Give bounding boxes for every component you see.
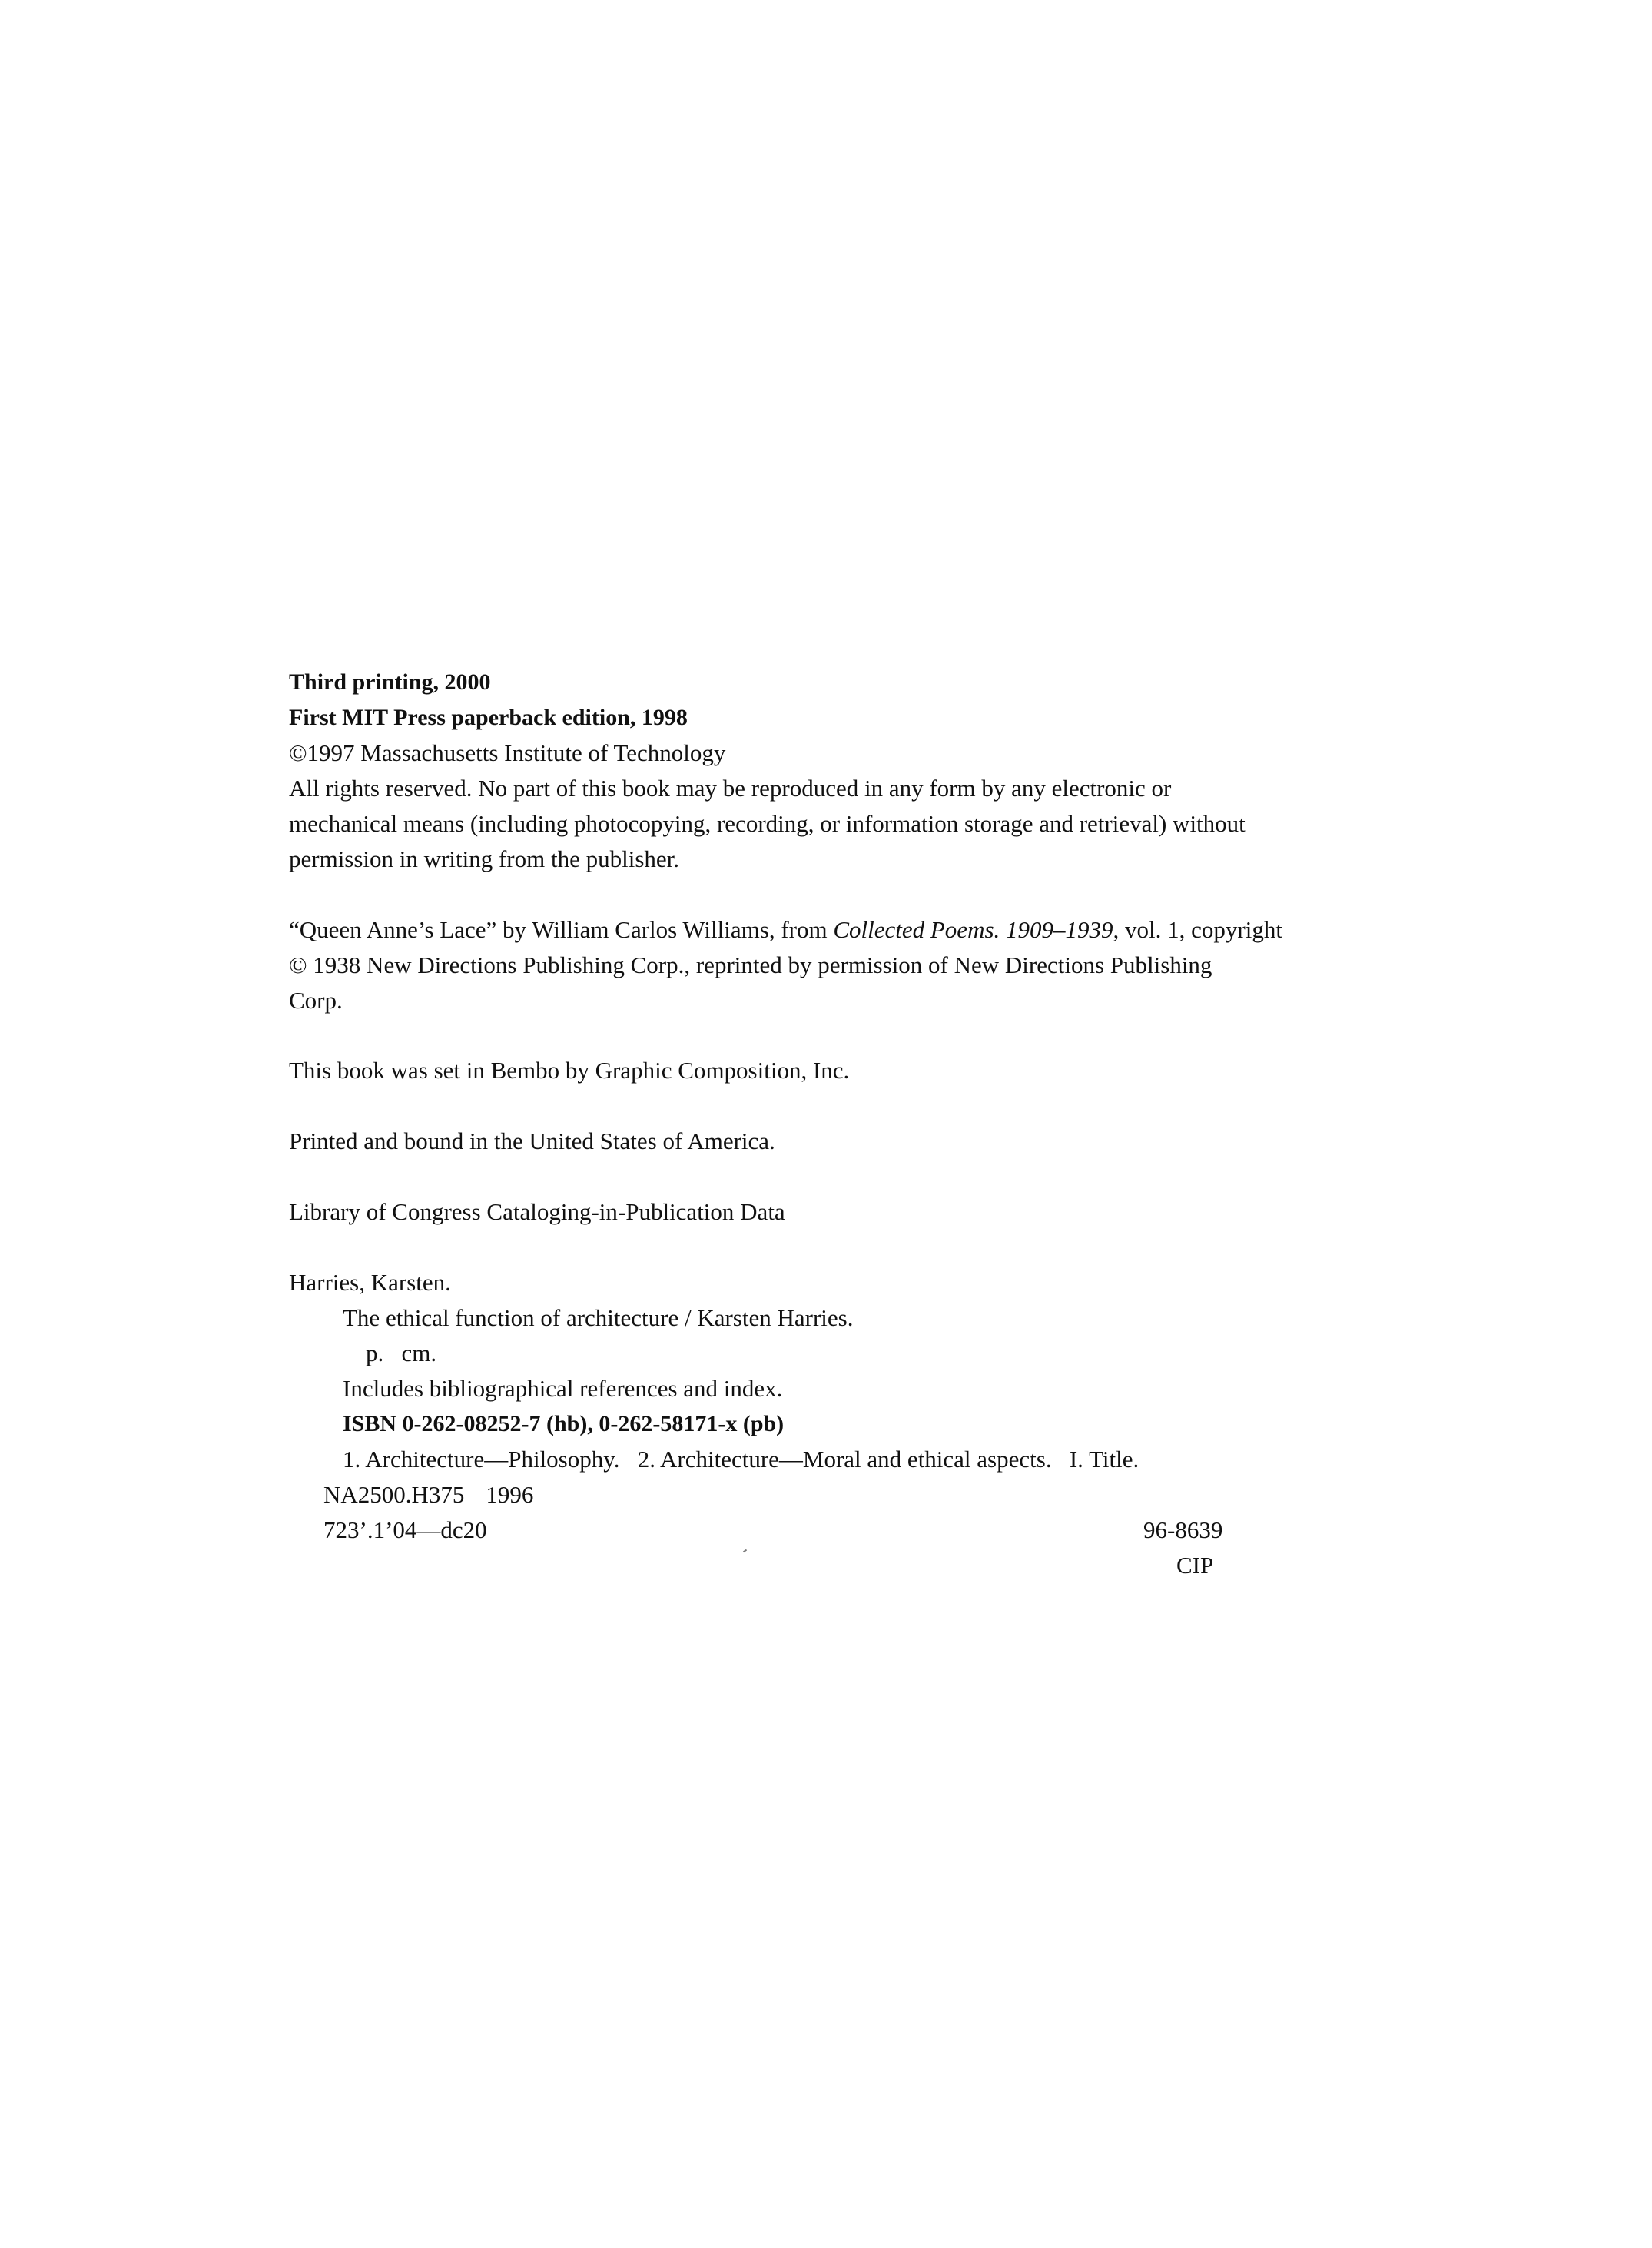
printed-line: Printed and bound in the United States of America. (289, 1127, 775, 1154)
cip-heading-block (289, 1194, 1380, 1230)
rights-line-2: mechanical means (including photocopying, recording, or information storage and retrieval) without (289, 810, 1246, 837)
typeset-notice (289, 1053, 1380, 1088)
cip-call-year: 1996 (486, 1481, 534, 1508)
permission-line-1-a: “Queen Anne’s Lace” by William Carlos Williams, from (289, 916, 834, 943)
poem-collection-title: Collected Poems. 1909–1939, (833, 916, 1120, 943)
cip-heading: Library of Congress Cataloging-in-Publication Data (289, 1198, 785, 1225)
cip-author: Harries, Karsten. (289, 1269, 451, 1296)
permission-line-3: Corp. (289, 987, 343, 1014)
permission-line-1-b: vol. 1, copyright (1119, 916, 1282, 943)
permission-line-2: © 1938 New Directions Publishing Corp., reprinted by permission of New Directions Publishing (289, 951, 1212, 978)
permission-notice (289, 912, 1380, 1018)
cip-isbn: ISBN 0-262-08252-7 (hb), 0-262-58171-x (pb) (343, 1411, 785, 1436)
cip-call-number: NA2500.H375 (323, 1481, 465, 1508)
printing-line: Third printing, 2000 (289, 669, 491, 695)
rights-line-1: All rights reserved. No part of this book may be reproduced in any form by any electronic or (289, 775, 1172, 802)
typeset-line: This book was set in Bembo by Graphic Composition, Inc. (289, 1057, 850, 1084)
copyright-line: ©1997 Massachusetts Institute of Technology (289, 739, 726, 766)
cip-call-number-line (289, 1477, 1380, 1513)
cip-record (289, 1265, 1380, 1579)
stray-mark (743, 1549, 747, 1553)
printed-notice (289, 1124, 1380, 1159)
publication-info (289, 665, 1380, 877)
rights-line-3: permission in writing from the publisher. (289, 845, 680, 872)
cip-subjects: 1. Architecture—Philosophy. 2. Architecture—Moral and ethical aspects. I. Title. (343, 1446, 1139, 1473)
edition-line: First MIT Press paperback edition, 1998 (289, 705, 688, 730)
cip-dewey: 723’.1’04—dc20 (323, 1516, 487, 1543)
cip-dewey-line (289, 1513, 1380, 1548)
permission-line-1 (289, 912, 1380, 948)
cip-pcm: p. cm. (366, 1340, 437, 1366)
cip-label: CIP (1176, 1552, 1214, 1579)
cip-lccn: 96-8639 (1143, 1516, 1223, 1543)
cip-title: The ethical function of architecture / Karsten Harries. (343, 1304, 854, 1331)
cip-bibliography: Includes bibliographical references and index. (343, 1375, 783, 1402)
